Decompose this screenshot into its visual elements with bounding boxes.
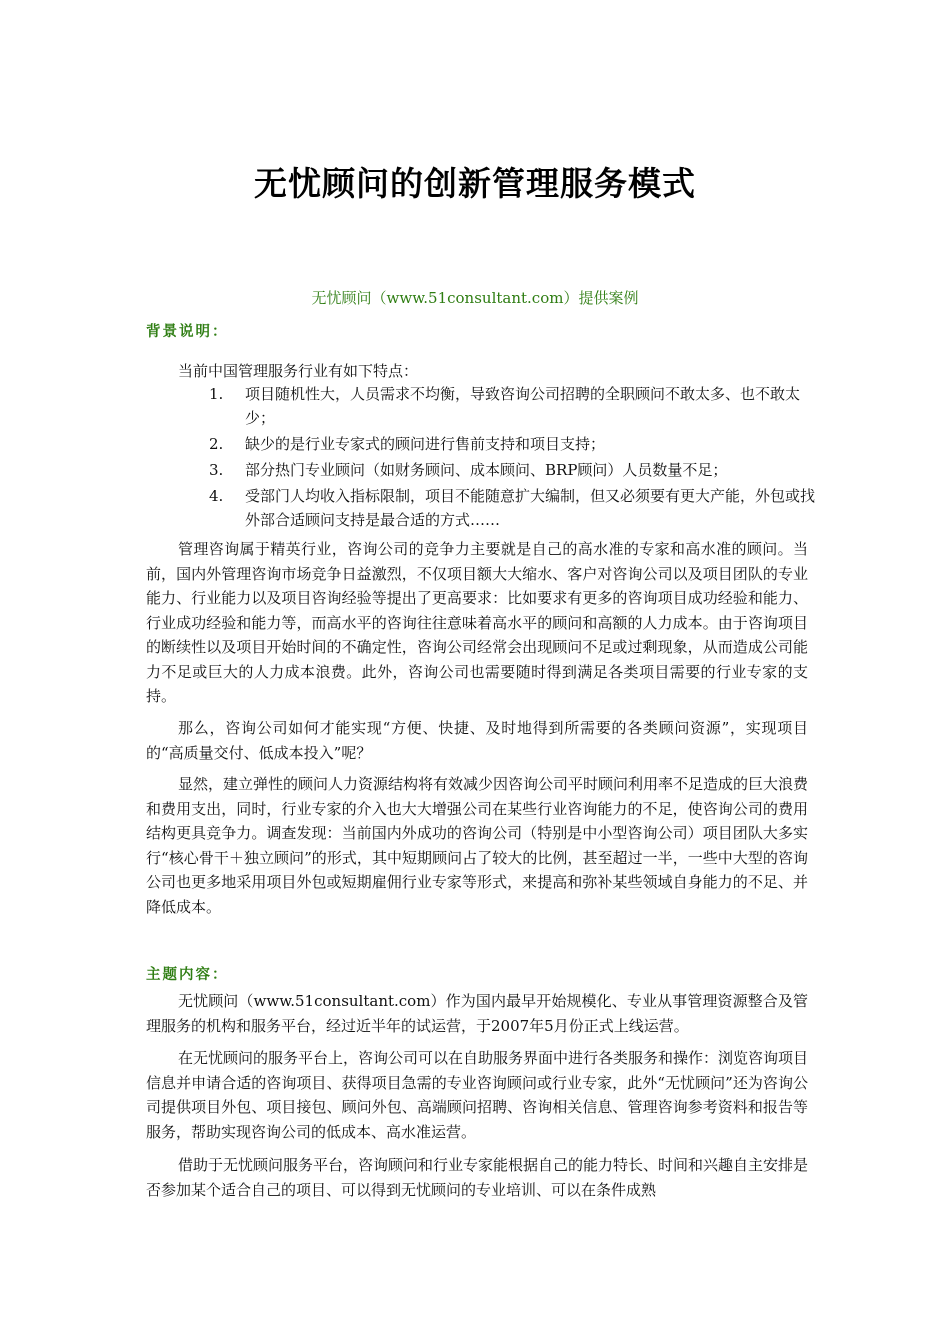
list-number: 2. <box>209 435 224 453</box>
list-text: 受部门人均收入指标限制，项目不能随意扩大编制，但又必须要有更大产能，外包或找外部合适顾问支持是最合适的方式…… <box>245 487 816 529</box>
theme-paragraph: 在无忧顾问的服务平台上，咨询公司可以在自助服务界面中进行各类服务和操作：浏览咨询项目信息并申请合适的咨询项目、获得项目急需的专业咨询顾问或行业专家，此外“无忧顾问”还为咨询公司提供项目外包、项目接包、顾问外包、高端顾问招聘、咨询相关信息、管理咨询参考资料和报告等服务，帮助实现咨询公司的低成本、高水准运营。 <box>146 1049 809 1141</box>
list-number: 3. <box>209 461 224 479</box>
list-item <box>178 458 828 482</box>
background-intro: 当前中国管理服务行业有如下特点： <box>178 362 419 380</box>
background-heading: 背景说明： <box>146 324 229 340</box>
background-paragraph: 管理咨询属于精英行业，咨询公司的竞争力主要就是自己的高水准的专家和高水准的顾问。当前，国内外管理咨询市场竞争日益激烈，不仅项目额大大缩水、客户对咨询公司以及项目团队的专业能力、行业能力以及项目咨询经验等提出了更高要求：比如要求有更多的咨询项目成功经验和能力、行业成功经验和能力等，而高水平的咨询往往意味着高水平的顾问和高额的人力成本。由于咨询项目的断续性以及项目开始时间的不确定性，咨询公司经常会出现顾问不足或过剩现象，从而造成公司能力不足或巨大的人力成本浪费。此外，咨询公司也需要随时得到满足各类项目需要的行业专家的支持。 <box>146 540 808 705</box>
background-paragraph: 显然，建立弹性的顾问人力资源结构将有效减少因咨询公司平时顾问利用率不足造成的巨大浪费和费用支出，同时，行业专家的介入也大大增强公司在某些行业咨询能力的不足，使咨询公司的费用结构更具竞争力。调查发现：当前国内外成功的咨询公司（特别是中小型咨询公司）项目团队大多实行“核心骨干＋独立顾问”的形式，其中短期顾问占了较大的比例，甚至超过一半，一些中大型的咨询公司也更多地采用项目外包或短期雇佣行业专家等形式，来提高和弥补某些领域自身能力的不足、并降低成本。 <box>146 775 809 916</box>
document-title: 无忧顾问的创新管理服务模式 <box>254 164 696 203</box>
list-text: 缺少的是行业专家式的顾问进行售前支持和项目支持； <box>245 435 606 453</box>
document-subtitle: 无忧顾问（www.51consultant.com）提供案例 <box>311 289 639 307</box>
list-item <box>178 432 828 456</box>
list-item <box>178 484 828 532</box>
list-number: 4. <box>209 487 224 505</box>
list-text: 项目随机性大，人员需求不均衡，导致咨询公司招聘的全职顾问不敢太多、也不敢太少； <box>245 385 801 427</box>
list-number: 1. <box>209 385 224 403</box>
feature-list <box>178 382 828 534</box>
theme-paragraph: 无忧顾问（www.51consultant.com）作为国内最早开始规模化、专业从事管理资源整合及管理服务的机构和服务平台，经过近半年的试运营，于2007年5月份正式上线运营。 <box>146 992 808 1035</box>
theme-paragraph: 借助于无忧顾问服务平台，咨询顾问和行业专家能根据自己的能力特长、时间和兴趣自主安排是否参加某个适合自己的项目、可以得到无忧顾问的专业培训、可以在条件成熟 <box>146 1156 809 1199</box>
list-item <box>178 382 828 430</box>
background-paragraph: 那么，咨询公司如何才能实现“方便、快捷、及时地得到所需要的各类顾问资源”，实现项目的“高质量交付、低成本投入”呢？ <box>146 719 808 762</box>
theme-heading: 主题内容： <box>146 967 229 983</box>
list-text: 部分热门专业顾问（如财务顾问、成本顾问、BRP顾问）人员数量不足； <box>245 461 728 479</box>
